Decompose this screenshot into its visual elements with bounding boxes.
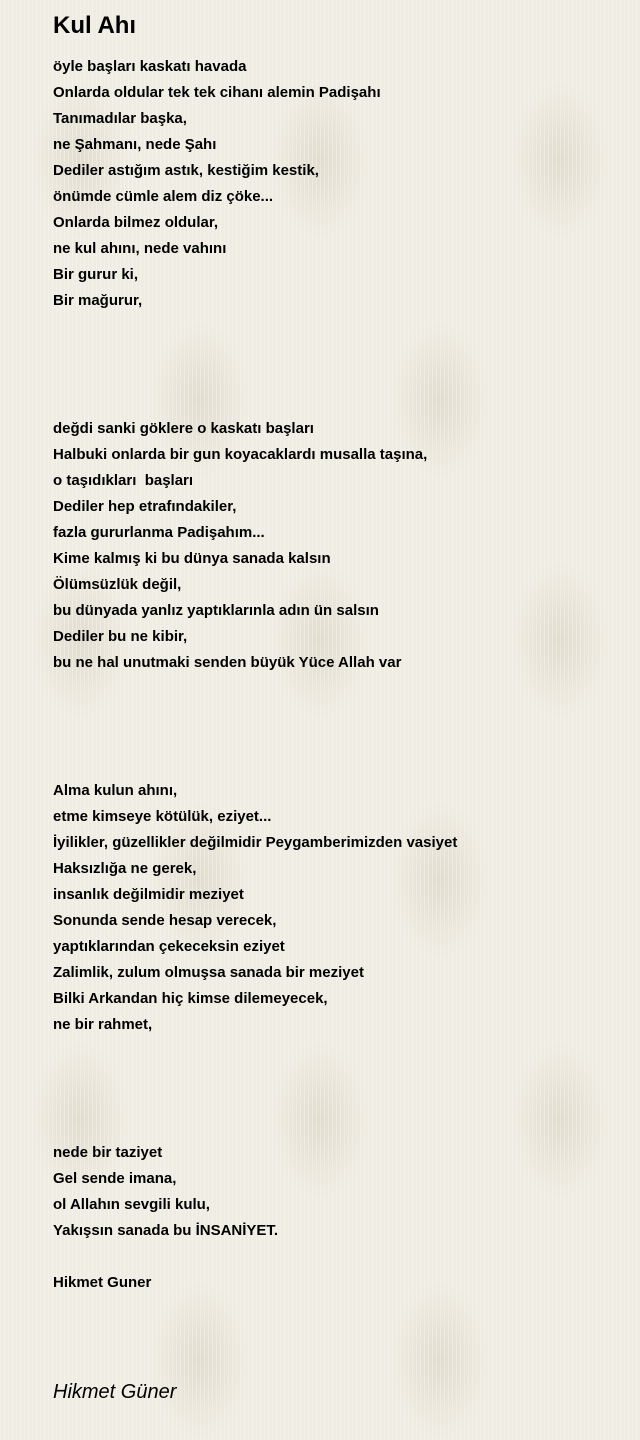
poem-title: Kul Ahı	[53, 12, 137, 39]
poem-line: Ölümsüzlük değil,	[53, 576, 182, 593]
poem-line: Bir gurur ki,	[53, 266, 139, 283]
poem-line: Bir mağurur,	[53, 292, 143, 309]
poem-line: öyle başları kaskatı havada	[53, 58, 247, 75]
poem-line: Bilki Arkandan hiç kimse dilemeyecek,	[53, 990, 328, 1007]
poem-line: etme kimseye kötülük, eziyet...	[53, 808, 272, 825]
stanza-1	[53, 54, 613, 314]
poem-line: yaptıklarından çekeceksin eziyet	[53, 938, 285, 955]
stanza-3	[53, 778, 613, 1038]
poem-line: ne bir rahmet,	[53, 1016, 153, 1033]
poem-line: Onlarda oldular tek tek cihanı alemin Padişahı	[53, 84, 381, 101]
poem-signature-block	[53, 1270, 613, 1296]
poem-line: Dediler astığım astık, kestiğim kestik,	[53, 162, 319, 179]
poem-line: Tanımadılar başka,	[53, 110, 187, 127]
poem-line: bu dünyada yanlız yaptıklarınla adın ün salsın	[53, 602, 379, 619]
stanza-spacer	[53, 314, 613, 416]
poem-signature: Hikmet Guner	[53, 1274, 152, 1291]
poem-line: Gel sende imana,	[53, 1170, 177, 1187]
poem-line: fazla gururlanma Padişahım...	[53, 524, 265, 541]
poem-line: nede bir taziyet	[53, 1144, 163, 1161]
poem-line: bu ne hal unutmaki senden büyük Yüce Allah var	[53, 654, 402, 671]
poem-line: önümde cümle alem diz çöke...	[53, 188, 274, 205]
stanza-4	[53, 1140, 613, 1244]
author-name: Hikmet Güner	[53, 1381, 177, 1403]
poem-line: Dediler hep etrafındakiler,	[53, 498, 237, 515]
poem-line: Zalimlik, zulum olmuşsa sanada bir meziyet	[53, 964, 364, 981]
poem-body	[53, 54, 613, 1296]
poem-line: Dediler bu ne kibir,	[53, 628, 188, 645]
stanza-spacer	[53, 1038, 613, 1140]
poem-line: İyilikler, güzellikler değilmidir Peygamberimizden vasiyet	[53, 834, 458, 851]
poem-line: Haksızlığa ne gerek,	[53, 860, 197, 877]
poem-line: değdi sanki göklere o kaskatı başları	[53, 420, 314, 437]
poem-line: Halbuki onlarda bir gun koyacaklardı musalla taşına,	[53, 446, 428, 463]
stanza-spacer	[53, 676, 613, 778]
poem-line: Sonunda sende hesap verecek,	[53, 912, 277, 929]
poem-line: o taşıdıkları başları	[53, 472, 194, 489]
poem-line: ne Şahmanı, nede Şahı	[53, 136, 217, 153]
poem-line: Yakışsın sanada bu İNSANİYET.	[53, 1222, 279, 1239]
poem-line: ne kul ahını, nede vahını	[53, 240, 227, 257]
poem-line: insanlık değilmidir meziyet	[53, 886, 244, 903]
stanza-2	[53, 416, 613, 676]
poem-line: ol Allahın sevgili kulu,	[53, 1196, 210, 1213]
poem-line: Alma kulun ahını,	[53, 782, 178, 799]
poem-line: Kime kalmış ki bu dünya sanada kalsın	[53, 550, 331, 567]
poem-line: Onlarda bilmez oldular,	[53, 214, 219, 231]
